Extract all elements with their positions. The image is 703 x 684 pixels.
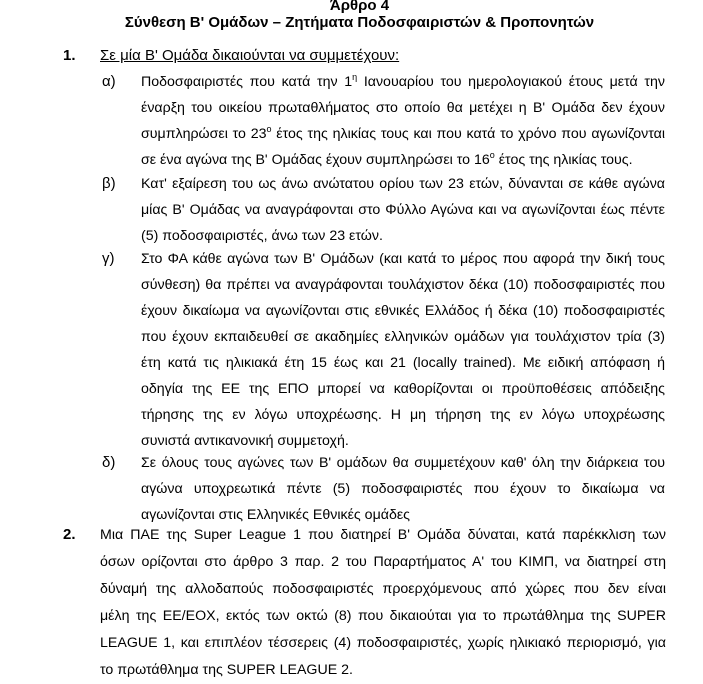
paragraph-line: αγώνα υποχρεωτικά πέντε (5) ποδοσφαιριστές που έχουν το δικαίωμα να <box>141 481 665 497</box>
paragraph-line: αγωνίζονται στις Ελληνικές Εθνικές ομάδες <box>141 507 411 523</box>
paragraph-line: μέλη της ΕΕ/ΕΟΧ, εκτός των οκτώ (8) που δικαιούται για το πρωτάθλημα της SUPER <box>100 608 666 624</box>
paragraph-line: Σε όλους τους αγώνες των Β' ομάδων θα συμμετέχουν καθ' όλη την διάρκεια του <box>141 455 665 471</box>
paragraph-line: συμπληρώσει το $23^o$ έτος της ηλικίας τους και που κατά το χρόνο που αγωνίζονται <box>141 124 665 142</box>
paragraph-line: δύναμή της αλλοδαπούς ποδοσφαιριστές προερχόμενους από χώρες που δεν είναι <box>100 581 666 597</box>
paragraph-line: έτη κατά τις ηλικιακά έτη 15 έως και 21 (locally trained). Με ειδική απόφαση ή <box>141 355 665 371</box>
paragraph-line: Μια ΠΑΕ της Super League 1 που διατηρεί Β' Ομάδα δύναται, κατά παρέκκλιση των <box>100 527 666 543</box>
article-subtitle: Σύνθεση Β' Ομάδων – Ζητήματα Ποδοσφαιριστών & Προπονητών <box>124 14 595 31</box>
item-letter-d: δ) <box>102 454 116 471</box>
item-letter-c: γ) <box>102 250 115 267</box>
paragraph-line: LEAGUE 1, και επιπλέον τέσσερεις (4) ποδοσφαιριστές, χωρίς ηλικιακό περιορισμό, για <box>100 635 666 651</box>
item-paragraph-a <box>141 69 665 173</box>
paragraph-line: (5) ποδοσφαιριστές, άνω των 23 ετών. <box>141 228 383 244</box>
paragraph-line: Ποδοσφαιριστές που κατά την $1^\eta$ Ιανουαρίου του ημερολογιακού έτους μετά την <box>141 72 665 90</box>
item-letter-b: β) <box>102 175 116 192</box>
paragraph-line: συνιστά αντικανονική συμμετοχή. <box>141 433 349 449</box>
paragraph-line: σύνθεση) θα πρέπει να αναγράφονται τουλάχιστον δέκα (10) ποδοσφαιριστές που <box>141 277 665 293</box>
paragraph-line: έναρξη του οικείου πρωταθλήματος στο οποίο θα μετέχει η Β' Ομάδα δεν έχουν <box>141 100 665 116</box>
item-paragraph-c <box>141 246 665 454</box>
paragraph-line: οδηγία της ΕΕ της ΕΠΟ μπορεί να καθορίζονται οι προϋποθέσεις απόδειξης <box>141 381 665 397</box>
paragraph-line: σε ένα αγώνα της Β' Ομάδας έχουν συμπληρώσει το $16^o$ έτος της ηλικίας τους. <box>141 150 633 168</box>
item-paragraph-d <box>141 450 665 528</box>
item-letter-a: α) <box>102 73 116 90</box>
section-2-paragraph <box>100 522 666 684</box>
section-number-1: 1. <box>63 47 76 64</box>
paragraph-line: Κατ' εξαίρεση του ως άνω ανώτατου ορίου των 23 ετών, δύνανται σε κάθε αγώνα <box>141 176 665 192</box>
section-intro: Σε μία Β' Ομάδα δικαιούνται να συμμετέχουν: <box>100 47 400 64</box>
paragraph-line: το πρωτάθλημα της SUPER LEAGUE 2. <box>100 662 353 678</box>
paragraph-line: έχουν δικαίωμα να αγωνίζονται στις εθνικές Ελλάδος ή δέκα (10) ποδοσφαιριστές <box>141 303 665 319</box>
paragraph-line: τήρησης της εν λόγω υποχρέωσης. Η μη τήρηση της εν λόγω υποχρέωσης <box>141 407 665 423</box>
paragraph-line: που έχουν εκπαιδευθεί σε ακαδημίες ελληνικών ομάδων για τουλάχιστον τρία (3) <box>141 329 665 345</box>
article-title: Άρθρο 4 <box>329 0 390 14</box>
section-number-2: 2. <box>63 526 76 543</box>
item-paragraph-b <box>141 171 665 249</box>
paragraph-line: όσων ορίζονται στο άρθρο 3 παρ. 2 του Παραρτήματος Α' του ΚΙΜΠ, να διατηρεί στη <box>100 554 666 570</box>
paragraph-line: μίας Β' Ομάδας να αναγράφονται στο Φύλλο Αγώνα και να αγωνίζονται έως πέντε <box>141 202 665 218</box>
paragraph-line: Στο ΦΑ κάθε αγώνα των Β' Ομάδων (και κατά το μέρος που αφορά την δική τους <box>141 251 665 267</box>
